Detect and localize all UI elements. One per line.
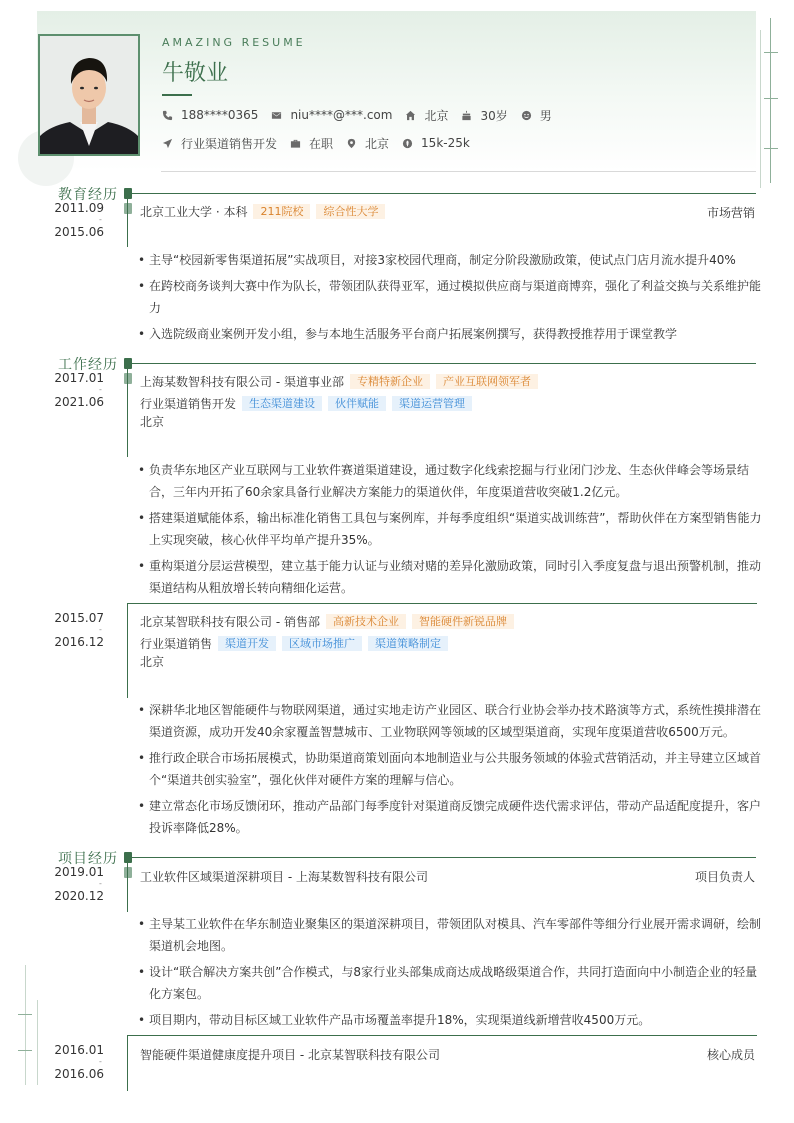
location-pin-icon [346,138,357,149]
status-info [290,135,333,152]
profile-photo [38,34,140,156]
face-icon [521,110,532,121]
company-name: 北京某智联科技有限公司 - 销售部 [140,615,320,629]
company-tag: 智能硬件新锐品牌 [412,614,514,629]
email-icon [271,110,282,121]
edu-major: 市场营销 [706,206,755,220]
name-underline [162,94,192,96]
section-line [128,857,756,858]
deco-tick [764,52,778,53]
date-separator: - [99,879,102,888]
resume-tagline: AMAZING RESUME [162,36,306,49]
gender: 男 [539,108,552,123]
header-divider [161,171,756,172]
skill-tag: 渠道策略制定 [368,636,448,651]
job-start-date: 2015.07 [54,611,104,625]
job-bullet: • 负责华东地区产业互联网与工业软件赛道渠道建设，通过数字化线索挖掘与行业闭门沙龙、生态伙伴峰会等场景结合，三年内开拓了60余家具备行业解决方案能力的渠道伙伴，年度渠道营收突破1.2亿元。 [138,459,763,503]
home-icon [405,110,416,121]
section-line [128,193,756,194]
job-status: 在职 [309,136,334,151]
edu-bullet: • 入选院级商业案例开发小组，参与本地生活服务平台商户拓展案例撰写，获得教授推荐用于课堂教学 [138,323,763,345]
cake-icon [461,110,472,121]
section-line [128,363,756,364]
target-location: 北京 [365,136,390,151]
job-city: 北京 [140,415,165,429]
school-tag: 211院校 [253,204,310,219]
timeline-node [124,188,132,199]
phone-info [162,108,258,122]
job-role-row [140,395,472,412]
company-tag: 专精特新企业 [350,374,430,389]
date-separator: - [99,625,102,634]
edu-bullet: • 在跨校商务谈判大赛中作为队长，带领团队获得亚军，通过模拟供应商与渠道商博弈，强化了利益交换与关系维护能力 [138,275,763,319]
timeline-node [124,203,132,214]
age-info [461,107,507,124]
project-item-frame [127,1035,757,1091]
skill-tag: 区域市场推广 [282,636,362,651]
email-info [271,108,392,122]
job-role: 行业渠道销售 [140,637,213,651]
job-intent-row [162,135,483,151]
briefcase-icon [290,138,301,149]
job-end-date: 2016.12 [54,635,104,649]
date-separator: - [99,1057,102,1066]
deco-tick [18,1014,32,1015]
deco-line-left [25,965,26,1085]
timeline-node [124,852,132,863]
project-role: 核心成员 [706,1048,755,1062]
company-name: 上海某数智科技有限公司 - 渠道事业部 [140,375,344,389]
home-city: 北京 [424,108,449,123]
location-info [346,135,389,152]
section-title-work: 工作经历 [58,357,118,373]
section-title-projects: 项目经历 [58,851,118,867]
skill-tag: 生态渠道建设 [242,396,322,411]
job-company-row [140,373,538,390]
edu-end-date: 2015.06 [54,225,104,239]
expected-salary: 15k-25k [421,136,470,150]
project-name: 智能硬件渠道健康度提升项目 - 北京某智联科技有限公司 [140,1048,440,1062]
project-bullet: • 主导某工业软件在华东制造业聚集区的渠道深耕项目，带领团队对模具、汽车零部件等细分行业展开需求调研，绘制渠道机会地图。 [138,913,763,957]
send-icon [162,138,173,149]
deco-tick [764,98,778,99]
job-bullet: • 推行政企联合市场拓展模式，协助渠道商策划面向本地制造业与公共服务领域的体验式营销活动，并主导建立区域首个“渠道共创实验室”，强化伙伴对硬件方案的理解与信心。 [138,747,763,791]
school-tag: 综合性大学 [316,204,385,219]
section-title-education: 教育经历 [58,187,118,203]
project-start-date: 2019.01 [54,865,104,879]
skill-tag: 渠道运营管理 [392,396,472,411]
edu-start-date: 2011.09 [54,201,104,215]
timeline-node [124,373,132,384]
timeline-line [127,363,128,457]
company-tag: 产业互联网领军者 [436,374,538,389]
deco-tick [18,1050,32,1051]
phone-icon [162,110,173,121]
date-separator: - [99,215,102,224]
gender-info [521,107,552,124]
phone-number: 188****0365 [181,108,259,122]
project-bullet: • 设计“联合解决方案共创”合作模式，与8家行业头部集成商达成战略级渠道合作，共同打造面向中小制造企业的轻量化方案包。 [138,961,763,1005]
home-info [405,107,448,124]
timeline-node [124,358,132,369]
date-separator: - [99,385,102,394]
job-city: 北京 [140,655,165,669]
edu-school-row [140,203,385,220]
project-bullet: • 项目期内，带动目标区域工业软件产品市场覆盖率提升18%，实现渠道线新增营收4500万元。 [138,1009,763,1031]
deco-line-left-2 [37,1000,38,1085]
company-tag: 高新技术企业 [326,614,406,629]
position-info [162,135,277,152]
target-position: 行业渠道销售开发 [181,136,278,151]
job-bullet: • 重构渠道分层运营模型，建立基于能力认证与业绩对赌的差异化激励政策，同时引入季度复盘与退出预警机制，推动渠道结构从粗放增长转向精细化运营。 [138,555,763,599]
skill-tag: 伙伴赋能 [328,396,386,411]
candidate-name: 牛敬业 [162,61,229,86]
timeline-line [127,193,128,247]
project-start-date: 2016.01 [54,1043,104,1057]
edu-bullet: • 主导“校园新零售渠道拓展”实战项目，对接3家校园代理商，制定分阶段激励政策，使试点门店月流水提升40% [138,249,763,271]
job-end-date: 2021.06 [54,395,104,409]
job-bullet: • 深耕华北地区智能硬件与物联网渠道，通过实地走访产业园区、联合行业协会举办技术路演等方式，系统性摸排潜在渠道资源，成功开发40余家覆盖智慧城市、工业物联网等领域的区域型渠道商，实现年度渠道营收6500万元。 [138,699,763,743]
money-icon [402,138,413,149]
project-end-date: 2020.12 [54,889,104,903]
job-role-row [140,635,448,652]
contact-row [162,107,565,123]
job-start-date: 2017.01 [54,371,104,385]
age: 30岁 [480,108,508,123]
timeline-node [124,867,132,878]
project-role: 项目负责人 [694,870,755,884]
deco-tick [764,148,778,149]
job-bullet: • 搭建渠道赋能体系，输出标准化销售工具包与案例库，并每季度组织“渠道实战训练营”，帮助伙伴在方案型销售能力上实现突破，核心伙伴平均单产提升35%。 [138,507,763,551]
deco-line-right [760,30,761,188]
skill-tag: 渠道开发 [218,636,276,651]
job-bullet: • 建立常态化市场反馈闭环，推动产品部门每季度针对渠道商反馈完成硬件迭代需求评估，带动产品适配度提升，客户投诉率降低28%。 [138,795,763,839]
email-address: niu****@***.com [290,108,393,122]
timeline-line [127,857,128,912]
project-end-date: 2016.06 [54,1067,104,1081]
avatar-image [40,36,138,154]
deco-line-right-2 [770,18,771,183]
project-name: 工业软件区域渠道深耕项目 - 上海某数智科技有限公司 [140,870,428,884]
school-name: 北京工业大学 · 本科 [140,205,248,219]
salary-info [402,136,470,150]
job-company-row [140,613,514,630]
job-role: 行业渠道销售开发 [140,397,237,411]
